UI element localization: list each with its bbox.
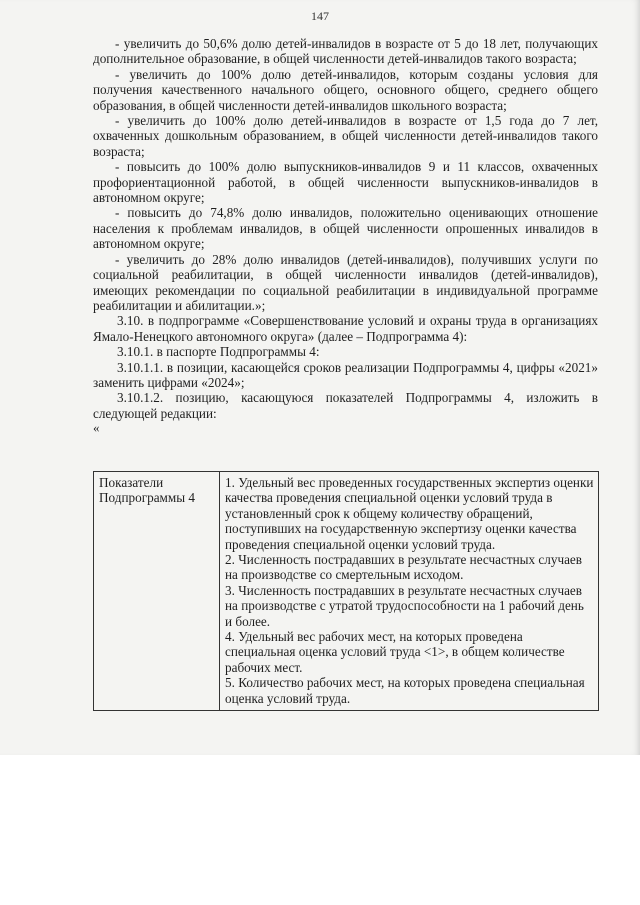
page-number: 147 xyxy=(311,9,329,23)
indicator-item: 2. Численность пострадавших в результате несчастных случаев на производстве со смертельным исходом. xyxy=(225,552,583,583)
paragraph-terms: 3.10.1.1. в позиции, касающейся сроков реализации Подпрограммы 4, цифры «2021» заменить цифрами «2024»; xyxy=(93,359,598,390)
indicators-label-cell: Показатели Подпрограммы 4 xyxy=(94,472,220,711)
paragraph-school-conditions: - увеличить до 100% долю детей-инвалидов, которым созданы условия для получения качественного начального общего, основного общего, среднего общего образования, в общей численности детей-инвалидов школьного возраста; xyxy=(93,66,598,113)
indicator-item: 5. Количество рабочих мест, на которых проведена специальная оценка условий труда. xyxy=(225,675,585,706)
paragraph-subprogram-4: 3.10. в подпрограмме «Совершенствование условий и охраны труда в организациях Ямало-Ненецкого автономного округа» (далее – Подпрограмма 4): xyxy=(93,313,598,344)
paragraph-social-rehabilitation: - увеличить до 28% долю инвалидов (детей-инвалидов), получивших услуги по социальной реабилитации, в общей численности инвалидов (детей-инвалидов), имеющих рекомендации по социальной реабилитации в индивидуальной программе реабилитации и абилитации.»; xyxy=(93,251,598,313)
indicators-list-cell xyxy=(220,472,599,711)
indicator-item: 3. Численность пострадавших в результате несчастных случаев на производстве с утратой трудоспособности на 1 рабочий день и более. xyxy=(225,582,584,629)
indicator-item: 1. Удельный вес проведенных государственных экспертиз оценки качества проведения специальной оценки условий труда в установленный срок к общему количеству обращений, поступивших на государственную экспертизу оценки качества проведения специальной оценки условий труда. xyxy=(225,475,594,552)
paragraph-children-additional-education: - увеличить до 50,6% долю детей-инвалидов в возрасте от 5 до 18 лет, получающих дополнительное образование, в общей численности детей-инвалидов такого возраста; xyxy=(93,36,598,67)
paragraph-career-guidance: - повысить до 100% долю выпускников-инвалидов 9 и 11 классов, охваченных профориентационной работой, в общей численности выпускников-инвалидов в автономном округе; xyxy=(93,159,598,206)
paragraph-public-attitude: - повысить до 74,8% долю инвалидов, положительно оценивающих отношение населения к проблемам инвалидов, в общей численности опрошенных инвалидов в автономном округе; xyxy=(93,205,598,252)
table-row xyxy=(94,472,599,711)
opening-quote: « xyxy=(93,420,100,436)
paragraph-indicators: 3.10.1.2. позицию, касающуюся показателей Подпрограммы 4, изложить в следующей редакции: xyxy=(93,390,598,421)
document-body xyxy=(93,36,598,436)
indicators-table xyxy=(93,471,599,711)
paragraph-passport: 3.10.1. в паспорте Подпрограммы 4: xyxy=(117,344,320,360)
paragraph-preschool-education: - увеличить до 100% долю детей-инвалидов в возрасте от 1,5 года до 7 лет, охваченных дошкольным образованием, в общей численности детей-инвалидов такого возраста; xyxy=(93,113,598,159)
indicator-item: 4. Удельный вес рабочих мест, на которых проведена специальная оценка условий труда <1>, в общем количестве рабочих мест. xyxy=(225,629,565,675)
